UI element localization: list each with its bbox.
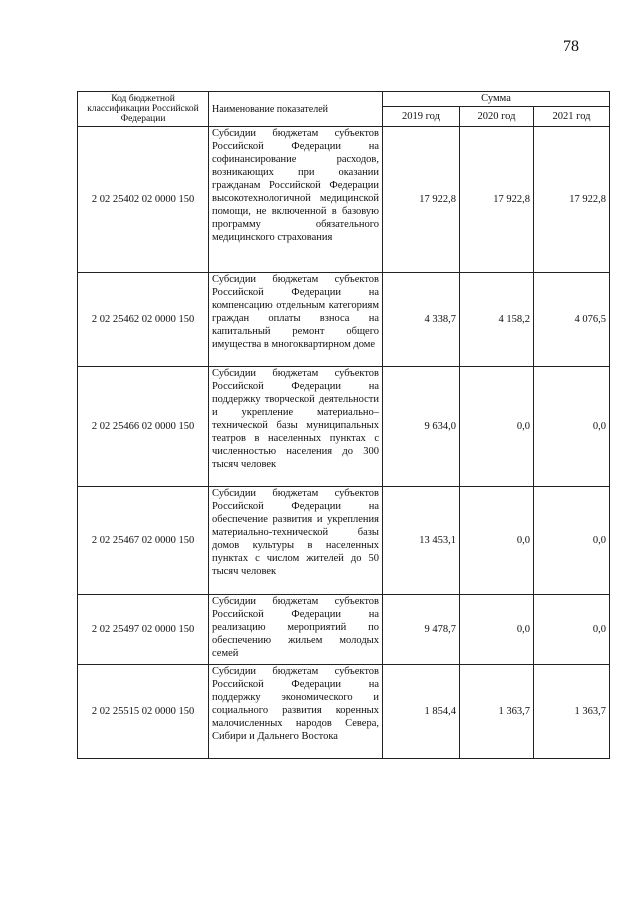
row-value-2021: 0,0 (534, 367, 610, 487)
row-value-2021: 1 363,7 (534, 665, 610, 759)
row-value-2021: 0,0 (534, 487, 610, 595)
row-name: Субсидии бюджетам субъектов Российской Федерации на компенсацию отдельным категориям граждан оплаты взноса на капитальный ремонт общего имущества в многоквартирном доме (209, 273, 383, 367)
budget-table (77, 91, 610, 759)
row-value-2019: 9 478,7 (383, 595, 460, 665)
header-sum: Сумма (383, 92, 610, 107)
row-value-2021: 0,0 (534, 595, 610, 665)
row-name: Субсидии бюджетам субъектов Российской Федерации на софинансирование расходов, возникающих при оказании гражданам Российской Федерации высокотехнологичной медицинской помощи, не включенной в базовую программу обязательного медицинского страхования (209, 127, 383, 273)
row-value-2019: 4 338,7 (383, 273, 460, 367)
row-value-2021: 4 076,5 (534, 273, 610, 367)
row-value-2020: 0,0 (460, 595, 534, 665)
row-value-2019: 9 634,0 (383, 367, 460, 487)
row-code: 2 02 25466 02 0000 150 (78, 367, 209, 487)
row-value-2019: 17 922,8 (383, 127, 460, 273)
page-number: 78 (563, 38, 579, 55)
row-name: Субсидии бюджетам субъектов Российской Федерации на обеспечение развития и укрепления материально-технической базы домов культуры в населенных пунктах с числом жителей до 50 тысяч человек (209, 487, 383, 595)
table-row (78, 273, 610, 367)
row-code: 2 02 25497 02 0000 150 (78, 595, 209, 665)
table-row (78, 595, 610, 665)
row-value-2019: 13 453,1 (383, 487, 460, 595)
row-code: 2 02 25462 02 0000 150 (78, 273, 209, 367)
row-name: Субсидии бюджетам субъектов Российской Федерации на поддержку творческой деятельности и укрепление материально–технической базы муниципальных театров в населенных пунктах с численностью населения до 300 тысяч человек (209, 367, 383, 487)
header-year-2019: 2019 год (383, 107, 460, 127)
header-name: Наименование показателей (209, 92, 383, 127)
table-row (78, 487, 610, 595)
row-value-2020: 0,0 (460, 487, 534, 595)
table-row (78, 367, 610, 487)
row-value-2019: 1 854,4 (383, 665, 460, 759)
row-code: 2 02 25467 02 0000 150 (78, 487, 209, 595)
row-value-2020: 1 363,7 (460, 665, 534, 759)
header-year-2021: 2021 год (534, 107, 610, 127)
row-value-2021: 17 922,8 (534, 127, 610, 273)
header-code: Код бюджетной классификации Российской Федерации (78, 92, 209, 127)
row-value-2020: 4 158,2 (460, 273, 534, 367)
row-value-2020: 17 922,8 (460, 127, 534, 273)
header-year-2020: 2020 год (460, 107, 534, 127)
row-code: 2 02 25515 02 0000 150 (78, 665, 209, 759)
table-row (78, 665, 610, 759)
row-name: Субсидии бюджетам субъектов Российской Федерации на реализацию мероприятий по обеспечению жильем молодых семей (209, 595, 383, 665)
row-name: Субсидии бюджетам субъектов Российской Федерации на поддержку экономического и социального развития коренных малочисленных народов Севера, Сибири и Дальнего Востока (209, 665, 383, 759)
row-code: 2 02 25402 02 0000 150 (78, 127, 209, 273)
row-value-2020: 0,0 (460, 367, 534, 487)
table-row (78, 127, 610, 273)
